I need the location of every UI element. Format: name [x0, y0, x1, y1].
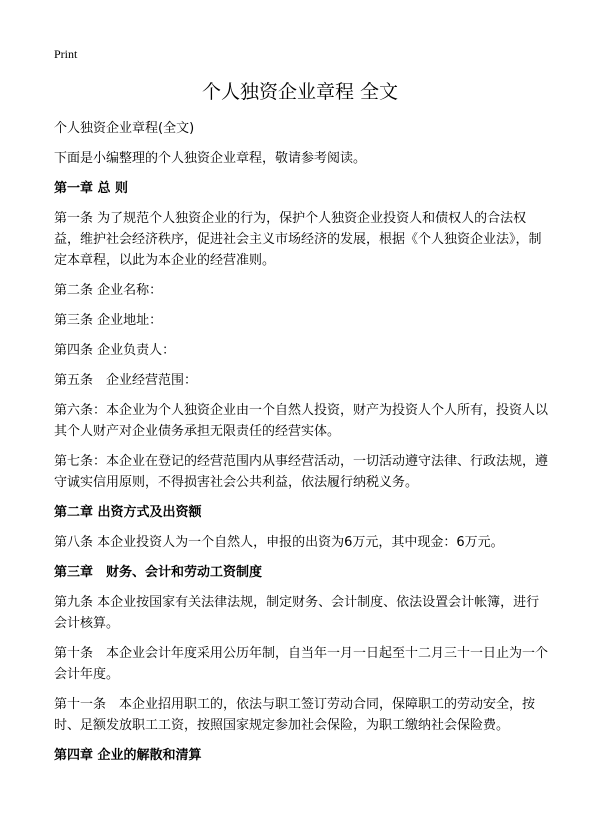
chapter-heading: 第一章 总 则: [54, 181, 129, 196]
print-label: Print: [54, 47, 78, 61]
article-paragraph: 第六条：本企业为个人独资企业由一个自然人投资，财产为投资人个人所有，投资人以其个人财产对企业债务承担无限责任的经营实体。: [54, 403, 549, 439]
article-paragraph: 第十一条 本企业招用职工的，依法与职工签订劳动合同，保障职工的劳动安全，按时、足额发放职工工资，按照国家规定参加社会保险，为职工缴纳社会保险费。: [54, 697, 536, 733]
article-paragraph: 第七条：本企业在登记的经营范围内从事经营活动，一切活动遵守法律、行政法规，遵守诚实信用原则，不得损害社会公共利益，依法履行纳税义务。: [54, 454, 549, 490]
article-paragraph: 第九条 本企业按国家有关法律法规，制定财务、会计制度、依法设置会计帐簿，进行会计核算。: [54, 595, 540, 631]
article-paragraph: 第八条 本企业投资人为一个自然人，申报的出资为6万元，其中现金：6万元。: [54, 535, 504, 550]
intro-note: 下面是小编整理的个人独资企业章程，敬请参考阅读。: [54, 151, 367, 166]
chapter-heading: 第四章 企业的解散和清算: [54, 748, 202, 763]
article-paragraph: 第一条 为了规范个人独资企业的行为，保护个人独资企业投资人和债权人的合法权益，维护社会经济秩序，促进社会主义市场经济的发展，根据《个人独资企业法》，制定本章程，以此为本企业的经营准则。: [54, 211, 542, 268]
article-paragraph: 第五条 企业经营范围：: [54, 373, 198, 388]
article-paragraph: 第三条 企业地址：: [54, 313, 163, 328]
document-title: 个人独资企业章程 全文: [201, 81, 399, 103]
article-paragraph: 第四条 企业负责人：: [54, 343, 176, 358]
chapter-heading: 第二章 出资方式及出资额: [54, 505, 202, 520]
article-paragraph: 第十条 本企业会计年度采用公历年制，自当年一月一日起至十二月三十一日止为一个会计年度。: [54, 646, 549, 682]
article-paragraph: 第二条 企业名称：: [54, 283, 163, 298]
intro-line: 个人独资企业章程(全文): [54, 121, 195, 136]
document-body: [54, 118, 552, 775]
chapter-heading: 第三章 财务、会计和劳动工资制度: [54, 565, 263, 580]
